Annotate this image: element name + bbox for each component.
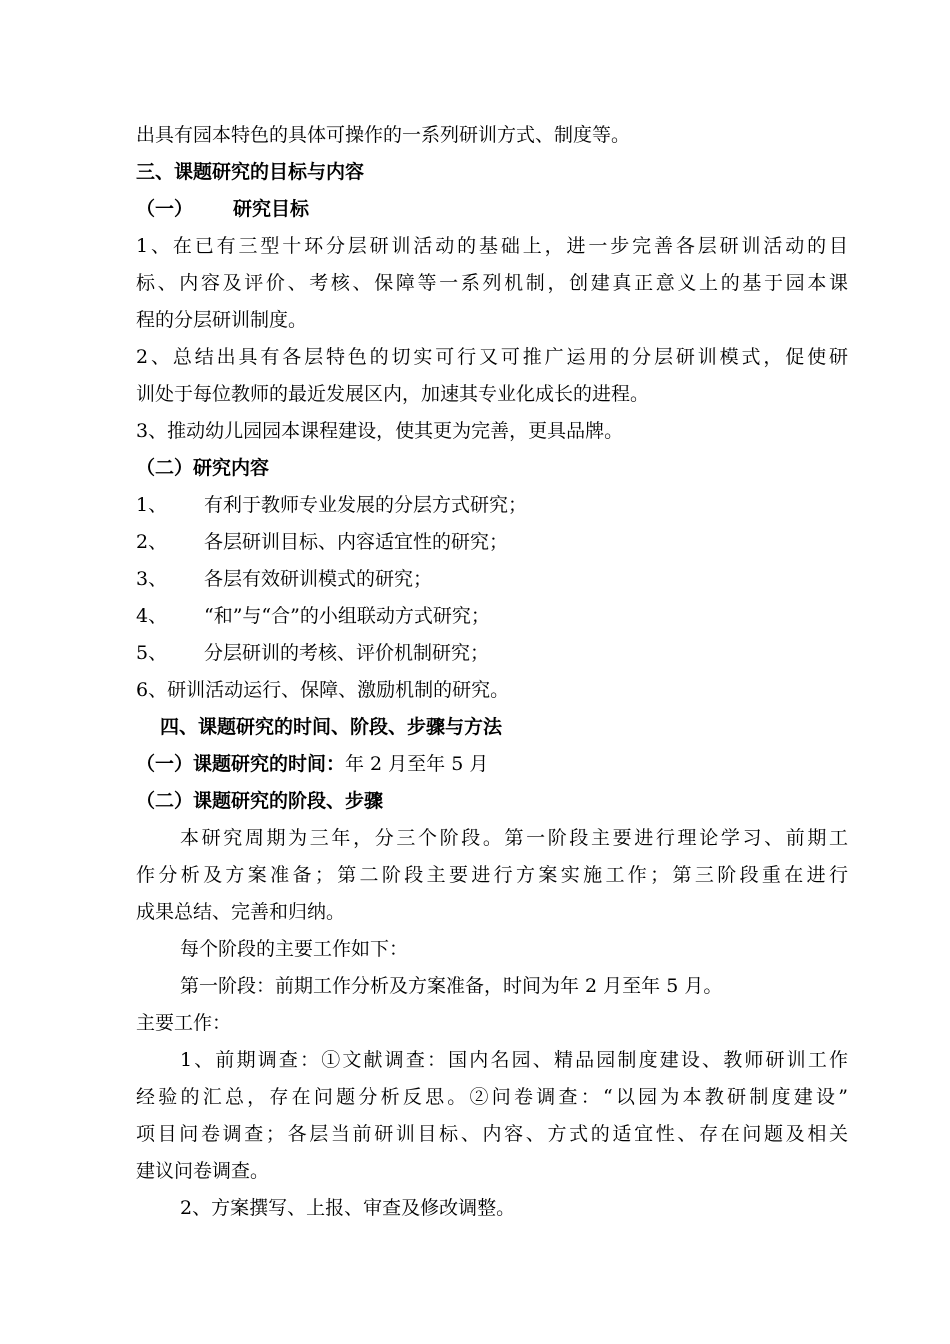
paragraph-line: 作分析及方案准备；第二阶段主要进行方案实施工作；第三阶段重在进行 — [136, 864, 848, 886]
goal-2-line-1: 2、总结出具有各层特色的切实可行又可推广运用的分层研训模式，促使研 — [136, 346, 848, 368]
paragraph-line: 每个阶段的主要工作如下： — [180, 938, 409, 960]
paragraph-line: 建议问卷调查。 — [136, 1160, 270, 1182]
goal-1-line-3: 程的分层研训制度。 — [136, 309, 308, 331]
list-item: 6、研训活动运行、保障、激励机制的研究。 — [136, 679, 510, 701]
paragraph-line: 主要工作： — [136, 1012, 232, 1034]
section-heading-4: 四、课题研究的时间、阶段、步骤与方法 — [160, 716, 503, 738]
paragraph-line: 成果总结、完善和归纳。 — [136, 901, 346, 923]
list-item: 3、 各层有效研训模式的研究； — [136, 568, 433, 590]
research-time: （一）课题研究的时间：年 2 月至年 5 月 — [136, 753, 489, 775]
goal-3: 3、推动幼儿园园本课程建设，使其更为完善，更具品牌。 — [136, 420, 624, 442]
goal-1-line-2: 标、内容及评价、考核、保障等一系列机制，创建真正意义上的基于园本课 — [136, 272, 848, 294]
paragraph-line: 经验的汇总，存在问题分析反思。②问卷调查：“以园为本教研制度建设” — [136, 1086, 848, 1108]
paragraph-line: 项目问卷调查；各层当前研训目标、内容、方式的适宜性、存在问题及相关 — [136, 1123, 848, 1145]
paragraph-line: 出具有园本特色的具体可操作的一系列研训方式、制度等。 — [136, 124, 631, 146]
subheading-research-goals — [136, 192, 309, 226]
list-item: 1、 有利于教师专业发展的分层方式研究； — [136, 494, 528, 516]
subheading-title: 研究目标 — [233, 198, 310, 220]
subheading-research-content: （二）研究内容 — [136, 457, 270, 479]
section-heading-3: 三、课题研究的目标与内容 — [136, 161, 365, 183]
paragraph-line: 第一阶段：前期工作分析及方案准备，时间为年 2 月至年 5 月。 — [180, 975, 723, 997]
list-item: 4、 “和”与“合”的小组联动方式研究； — [136, 605, 490, 627]
paragraph-line: 1、前期调查：①文献调查：国内名园、精品园制度建设、教师研训工作 — [180, 1049, 848, 1071]
subheading-number: （一） — [136, 198, 194, 220]
goal-1-line-1: 1、在已有三型十环分层研训活动的基础上，进一步完善各层研训活动的目 — [136, 235, 848, 257]
list-item: 2、 各层研训目标、内容适宜性的研究； — [136, 531, 509, 553]
goal-2-line-2: 训处于每位教师的最近发展区内，加速其专业化成长的进程。 — [136, 383, 650, 405]
paragraph-line: 本研究周期为三年，分三个阶段。第一阶段主要进行理论学习、前期工 — [180, 827, 848, 849]
subheading-stages: （二）课题研究的阶段、步骤 — [136, 790, 384, 812]
paragraph-line: 2、方案撰写、上报、审查及修改调整。 — [180, 1197, 516, 1219]
list-item: 5、 分层研训的考核、评价机制研究； — [136, 642, 490, 664]
